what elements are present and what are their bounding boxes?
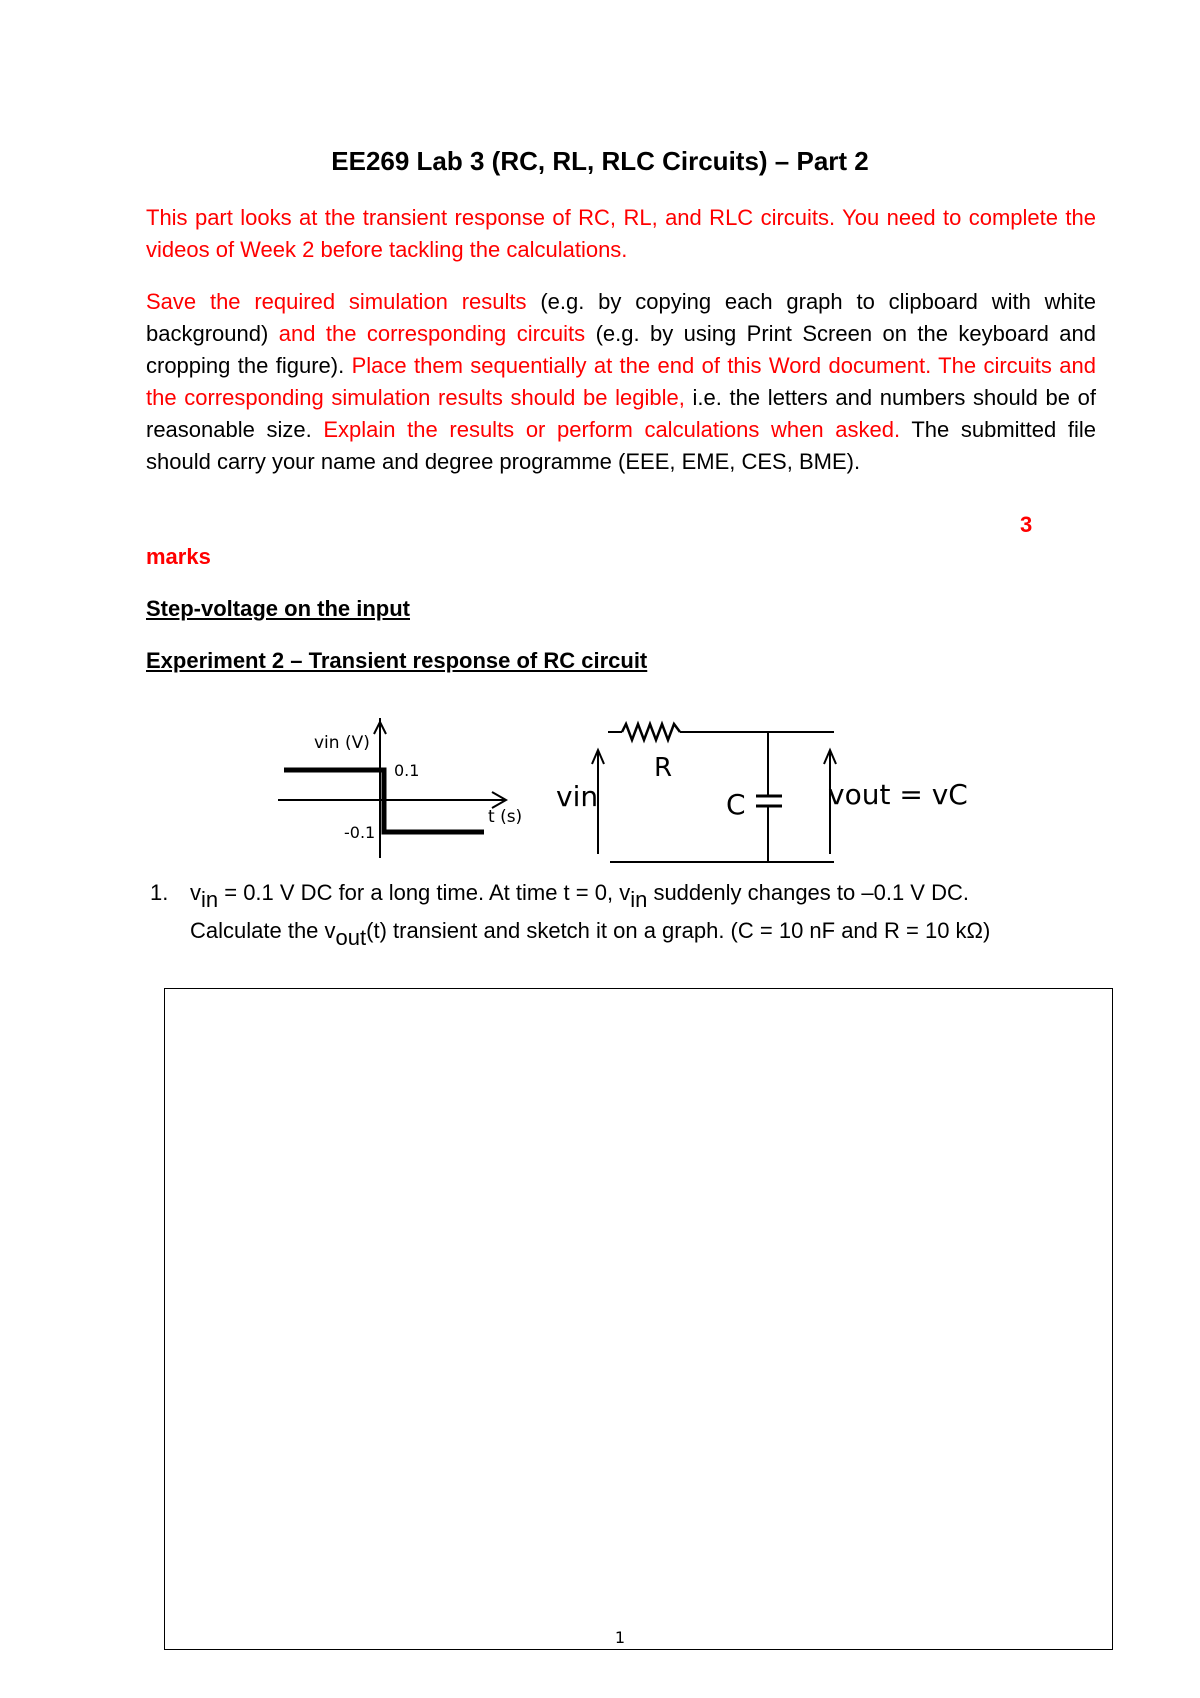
instructions-paragraph [146,286,1096,478]
question-subscript: out [335,925,367,950]
question-text-part: suddenly changes to –0.1 V DC. [647,880,969,905]
question-text-part: = 0.1 V DC for a long time. At time t = 0, v [218,880,631,905]
resistor-symbol [622,724,680,740]
question-number: 1. [150,880,169,905]
waveform-y-label: vin (V) [314,733,370,753]
rc-circuit-diagram [270,718,990,878]
vout-label: vout = vC [828,778,968,811]
question-text-part: (t) transient and sketch it on a graph. (C = 10 nF and R = 10 kΩ) [366,918,991,943]
question-subscript: in [630,887,648,912]
section-heading: Step-voltage on the input [146,596,410,621]
marks-label: marks [146,544,211,569]
experiment-heading: Experiment 2 – Transient response of RC circuit [146,648,648,673]
instruction-save-results: Save the required simulation results [146,289,527,314]
instruction-circuits: and the corresponding circuits [278,321,586,346]
document-title: EE269 Lab 3 (RC, RL, RLC Circuits) – Part 2 [331,146,869,176]
answer-box[interactable] [164,988,1113,1650]
vin-label: vin [556,780,599,813]
resistor-label: R [654,753,673,783]
capacitor-label: C [726,788,746,821]
marks-number: 3 [1020,512,1033,537]
rc-circuit [556,724,968,862]
instruction-copy-note: (e.g. by copying each graph to clipboard with white background) [146,289,1096,346]
question-line-2 [190,912,990,957]
instruction-legibility-note: i.e. the letters and numbers should be of reasonable size. [146,385,1096,442]
instruction-explain: Explain the results or perform calculations when asked. [323,417,901,442]
waveform-x-label: t (s) [488,807,523,827]
page-number: 1 [614,1628,626,1647]
waveform-low-level: -0.1 [344,823,376,842]
question-text-part: Calculate the v [190,918,336,943]
intro-paragraph: This part looks at the transient response of RC, RL, and RLC circuits. You need to complete the videos of Week 2 before tackling the calculations. [146,205,1096,262]
question-text-part: v [190,880,201,905]
instruction-print-screen-note: (e.g. by using Print Screen on the keyboard and cropping the figure). [146,321,1096,378]
question-subscript: in [201,887,219,912]
instruction-submission-note: The submitted file should carry your name and degree programme (EEE, EME, CES, BME). [146,417,1096,474]
step-waveform [278,718,522,858]
waveform-high-level: 0.1 [394,761,420,780]
instruction-placement: Place them sequentially at the end of this Word document. The circuits and the corresponding simulation results should be legible, [146,353,1096,410]
